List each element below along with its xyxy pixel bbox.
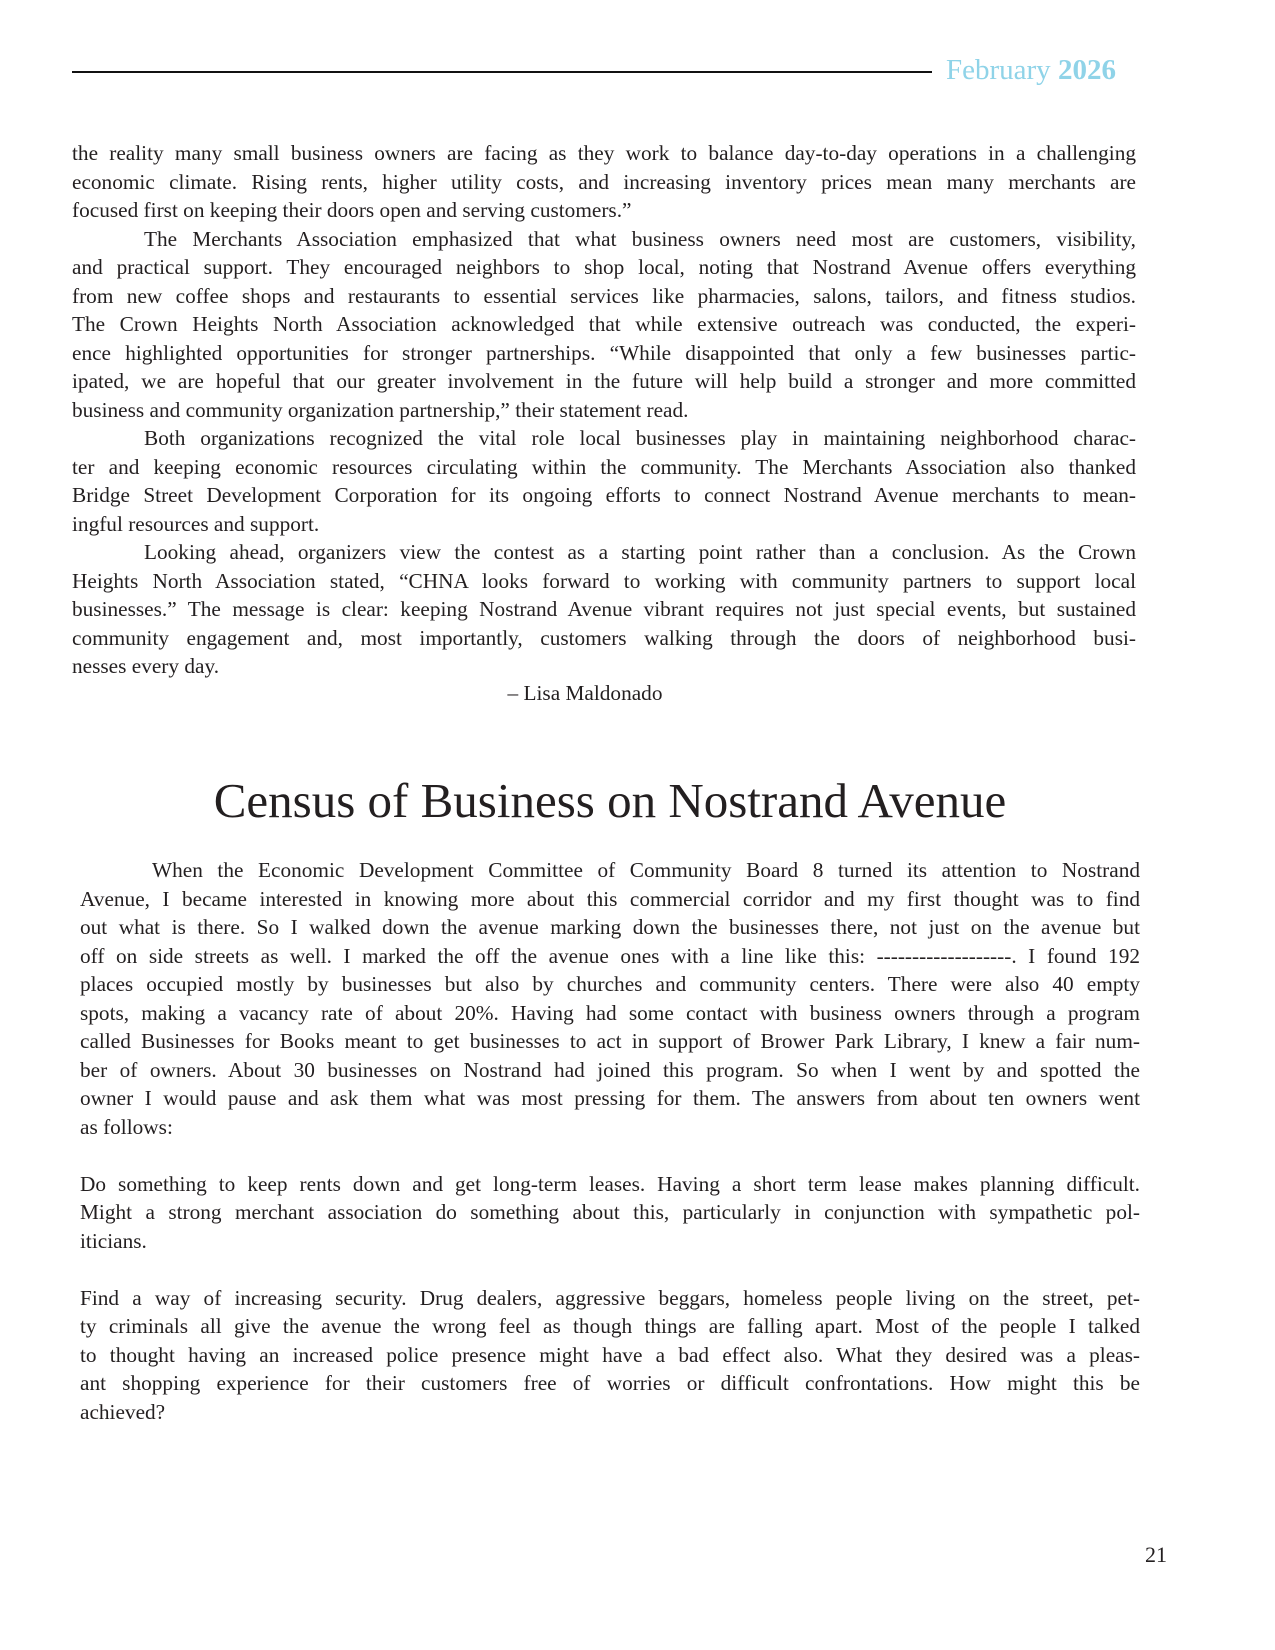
article-title: Census of Business on Nostrand Avenue	[213, 773, 1007, 828]
text-line: spots, making a vacancy rate of about 20%. Having had some contact with business owners through a program	[80, 1000, 1140, 1025]
article-continued	[72, 139, 1136, 681]
paragraph	[72, 424, 1136, 538]
text-line: places occupied mostly by businesses but also by churches and community centers. There were also 40 empty	[80, 972, 1140, 996]
text-line: community engagement and, most importantly, customers walking through the doors of neighborhood busi-	[72, 625, 1136, 650]
issue-date	[946, 54, 1116, 87]
text-line: ant shopping experience for their customers free of worries or difficult confrontations. How might this be	[80, 1371, 1140, 1395]
text-line: Avenue, I became interested in knowing more about this commercial corridor and my first thought was to find	[80, 886, 1140, 911]
text-line: Might a strong merchant association do something about this, particularly in conjunction with sympathetic pol-	[80, 1200, 1140, 1224]
text-line: nesses every day.	[72, 654, 220, 678]
paragraph	[72, 538, 1136, 681]
text-line: achieved?	[80, 1399, 166, 1424]
text-line: focused first on keeping their doors open and serving customers.”	[72, 198, 632, 222]
text-line: businesses.” The message is clear: keeping Nostrand Avenue vibrant requires not just special events, but sustained	[72, 597, 1136, 621]
text-line: Looking ahead, organizers view the contest as a starting point rather than a conclusion. As the Crown	[144, 540, 1136, 564]
text-line: When the Economic Development Committee of Community Board 8 turned its attention to Nostrand	[152, 858, 1140, 882]
text-line: The Crown Heights North Association acknowledged that while extensive outreach was conducted, the experi-	[72, 312, 1136, 336]
text-line: called Businesses for Books meant to get businesses to act in support of Brower Park Library, I knew a fair num-	[80, 1029, 1140, 1053]
text-line: Bridge Street Development Corporation for its ongoing efforts to connect Nostrand Avenue merchants to mean-	[72, 483, 1136, 507]
text-line: ence highlighted opportunities for stronger partnerships. “While disappointed that only a few businesses partic-	[72, 340, 1136, 365]
issue-year: 2026	[1057, 54, 1116, 86]
text-line: to thought having an increased police presence might have a bad effect also. What they desired was a pleas-	[80, 1342, 1140, 1367]
text-line: as follows:	[80, 1114, 173, 1139]
text-line: and practical support. They encouraged neighbors to shop local, noting that Nostrand Avenue offers everything	[72, 255, 1136, 279]
text-line: Find a way of increasing security. Drug dealers, aggressive beggars, homeless people living on the street, pet-	[80, 1285, 1140, 1310]
byline: – Lisa Maldonado	[507, 681, 663, 705]
text-line: iticians.	[80, 1228, 147, 1253]
text-line: off on side streets as well. I marked the off the avenue ones with a line like this: -------------------. I found 192	[80, 943, 1140, 968]
text-line: Heights North Association stated, “CHNA looks forward to working with community partners to support local	[72, 568, 1136, 593]
paragraph-gap	[80, 1141, 1140, 1170]
text-line: ty criminals all give the avenue the wrong feel as though things are falling apart. Most of the people I talked	[80, 1314, 1140, 1338]
text-line: economic climate. Rising rents, higher utility costs, and increasing inventory prices mean many merchants are	[72, 169, 1136, 194]
paragraph-gap	[80, 1255, 1140, 1284]
paragraph	[80, 1170, 1140, 1256]
paragraph	[80, 856, 1140, 1141]
header-rule	[72, 71, 932, 73]
paragraph	[80, 1284, 1140, 1427]
text-line: out what is there. So I walked down the avenue marking down the businesses there, not just on the avenue but	[80, 915, 1140, 939]
text-line: business and community organization partnership,” their statement read.	[72, 397, 689, 422]
text-line: the reality many small business owners are facing as they work to balance day-to-day operations in a challenging	[72, 141, 1136, 165]
article-census	[80, 856, 1140, 1426]
text-line: ingful resources and support.	[72, 511, 320, 536]
paragraph	[72, 139, 1136, 225]
text-line: The Merchants Association emphasized that what business owners need most are customers, visibility,	[144, 226, 1136, 251]
text-line: from new coffee shops and restaurants to essential services like pharmacies, salons, tailors, and fitness studios.	[72, 283, 1136, 308]
text-line: ber of owners. About 30 businesses on Nostrand had joined this program. So when I went by and spotted the	[80, 1057, 1140, 1082]
text-line: Both organizations recognized the vital role local businesses play in maintaining neighborhood charac-	[144, 426, 1136, 450]
issue-month: February	[946, 54, 1051, 86]
text-line: ipated, we are hopeful that our greater involvement in the future will help build a stronger and more committed	[72, 369, 1136, 393]
paragraph	[72, 225, 1136, 425]
page-number: 21	[1145, 1542, 1167, 1567]
text-line: Do something to keep rents down and get long-term leases. Having a short term lease makes planning difficult.	[80, 1171, 1140, 1196]
text-line: owner I would pause and ask them what was most pressing for them. The answers from about ten owners went	[80, 1086, 1140, 1110]
text-line: ter and keeping economic resources circulating within the community. The Merchants Association also thanked	[72, 454, 1136, 479]
